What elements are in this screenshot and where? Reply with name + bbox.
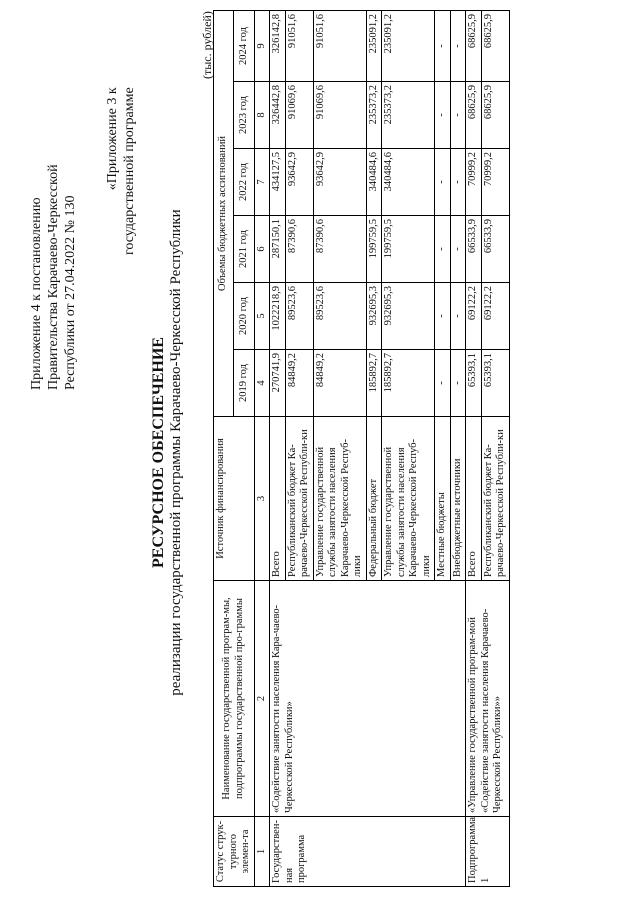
value-cell: 932695,3 bbox=[382, 283, 435, 350]
source-cell: Управление государственной службы занятости населения Карачаево-Черкесской Респуб-лики bbox=[382, 417, 435, 581]
value-cell: - bbox=[450, 350, 466, 417]
header-source: Источник финансирования bbox=[214, 417, 255, 581]
header-volumes: Объемы бюджетных ассигнований bbox=[214, 10, 234, 416]
value-cell: 287150,1 bbox=[270, 216, 286, 283]
value-cell: 91069,6 bbox=[313, 82, 366, 149]
value-cell: 326142,8 bbox=[270, 10, 286, 81]
source-cell: Внебюджетные источники bbox=[450, 417, 466, 581]
value-cell: 87390,6 bbox=[313, 216, 366, 283]
units-label: (тыс. рублей) bbox=[200, 11, 214, 79]
source-cell: Федеральный бюджет bbox=[366, 417, 382, 581]
value-cell: 65393,1 bbox=[466, 350, 482, 417]
value-cell: 1022218,9 bbox=[270, 283, 286, 350]
value-cell: 91051,6 bbox=[313, 10, 366, 81]
value-cell: - bbox=[435, 216, 451, 283]
status-cell: Государствен-ная программа bbox=[270, 817, 466, 887]
value-cell: 235091,2 bbox=[382, 10, 435, 81]
col-number: 4 bbox=[254, 350, 270, 417]
value-cell: 89523,6 bbox=[313, 283, 366, 350]
appendix-note bbox=[104, 87, 138, 255]
source-cell: Республиканский бюджет Ка-рачаево-Черкесской Республи-ки bbox=[481, 417, 509, 581]
value-cell: - bbox=[435, 283, 451, 350]
header-status: Статус струк-турного элемен-та bbox=[214, 817, 255, 887]
col-number: 6 bbox=[254, 216, 270, 283]
program-name-cell: «Содействие занятости населения Кара-чаево-Черкесской Республики» bbox=[270, 581, 466, 817]
value-cell: 235091,2 bbox=[366, 10, 382, 81]
header-row bbox=[214, 10, 234, 886]
table-row bbox=[270, 10, 286, 886]
header-year: 2024 год bbox=[234, 10, 254, 81]
approval-line: Правительства Карачаево-Черкесской bbox=[46, 164, 61, 390]
value-cell: 70999,2 bbox=[466, 149, 482, 216]
value-cell: - bbox=[435, 149, 451, 216]
value-cell: 199759,5 bbox=[366, 216, 382, 283]
value-cell: 91051,6 bbox=[285, 10, 313, 81]
value-cell: 91069,6 bbox=[285, 82, 313, 149]
table-body bbox=[270, 10, 510, 886]
value-cell: 87390,6 bbox=[285, 216, 313, 283]
value-cell: 68625,9 bbox=[466, 82, 482, 149]
table-row bbox=[466, 10, 482, 886]
approval-line: Республики от 27.04.2022 № 130 bbox=[63, 195, 78, 390]
appendix-line: «Приложение 3 к bbox=[105, 87, 120, 191]
col-number: 5 bbox=[254, 283, 270, 350]
status-cell: Подпрограмма 1 bbox=[466, 817, 510, 887]
value-cell: 66533,9 bbox=[481, 216, 509, 283]
header-name: Наименование государственной програм-мы, подпрограммы государственной про-граммы bbox=[214, 581, 255, 817]
source-cell: Всего bbox=[466, 417, 482, 581]
value-cell: 235373,2 bbox=[382, 82, 435, 149]
value-cell: - bbox=[450, 149, 466, 216]
resource-table bbox=[213, 10, 510, 887]
col-number: 8 bbox=[254, 82, 270, 149]
value-cell: - bbox=[450, 10, 466, 81]
col-number: 1 bbox=[254, 817, 270, 887]
value-cell: - bbox=[435, 350, 451, 417]
value-cell: 932695,3 bbox=[366, 283, 382, 350]
header-year: 2020 год bbox=[234, 283, 254, 350]
document-title: РЕСУРСНОЕ ОБЕСПЕЧЕНИЕ bbox=[150, 337, 167, 568]
value-cell: 89523,6 bbox=[285, 283, 313, 350]
value-cell: 185892,7 bbox=[382, 350, 435, 417]
value-cell: - bbox=[450, 283, 466, 350]
value-cell: 326442,8 bbox=[270, 82, 286, 149]
source-cell: Местные бюджеты bbox=[435, 417, 451, 581]
value-cell: 84849,2 bbox=[313, 350, 366, 417]
value-cell: 70999,2 bbox=[481, 149, 509, 216]
value-cell: 270741,9 bbox=[270, 350, 286, 417]
value-cell: 235373,2 bbox=[366, 82, 382, 149]
value-cell: 69122,2 bbox=[481, 283, 509, 350]
source-cell: Всего bbox=[270, 417, 286, 581]
col-number: 7 bbox=[254, 149, 270, 216]
column-numbers-row bbox=[254, 10, 270, 886]
header-year: 2021 год bbox=[234, 216, 254, 283]
value-cell: 68625,9 bbox=[466, 10, 482, 81]
approval-line: Приложение 4 к постановлению bbox=[29, 197, 44, 390]
value-cell: 340484,6 bbox=[366, 149, 382, 216]
header-year: 2022 год bbox=[234, 149, 254, 216]
value-cell: 434127,5 bbox=[270, 149, 286, 216]
col-number: 9 bbox=[254, 10, 270, 81]
header-year: 2019 год bbox=[234, 350, 254, 417]
value-cell: 185892,7 bbox=[366, 350, 382, 417]
value-cell: 69122,2 bbox=[466, 283, 482, 350]
value-cell: 340484,6 bbox=[382, 149, 435, 216]
source-cell: Республиканский бюджет Ка-рачаево-Черкесской Республи-ки bbox=[285, 417, 313, 581]
source-cell: Управление государственной службы занятости населения Карачаево-Черкесской Респуб-лики bbox=[313, 417, 366, 581]
appendix-line: государственной программе bbox=[122, 87, 137, 255]
value-cell: 68625,9 bbox=[481, 10, 509, 81]
value-cell: 93642,9 bbox=[285, 149, 313, 216]
value-cell: - bbox=[450, 216, 466, 283]
subprogram-name-cell: «Управление государственной програм-мой «Содействие занятости населения Карачаево-Черкесской Республики»» bbox=[466, 581, 510, 817]
col-number: 3 bbox=[254, 417, 270, 581]
document-subtitle: реализации государственной программы Карачаево-Черкесской Республики bbox=[168, 209, 184, 696]
approval-note bbox=[28, 164, 79, 390]
value-cell: - bbox=[435, 10, 451, 81]
value-cell: 66533,9 bbox=[466, 216, 482, 283]
value-cell: - bbox=[435, 82, 451, 149]
value-cell: 93642,9 bbox=[313, 149, 366, 216]
value-cell: 65393,1 bbox=[481, 350, 509, 417]
value-cell: 68625,9 bbox=[481, 82, 509, 149]
value-cell: 199759,5 bbox=[382, 216, 435, 283]
value-cell: - bbox=[450, 82, 466, 149]
col-number: 2 bbox=[254, 581, 270, 817]
value-cell: 84849,2 bbox=[285, 350, 313, 417]
header-year: 2023 год bbox=[234, 82, 254, 149]
